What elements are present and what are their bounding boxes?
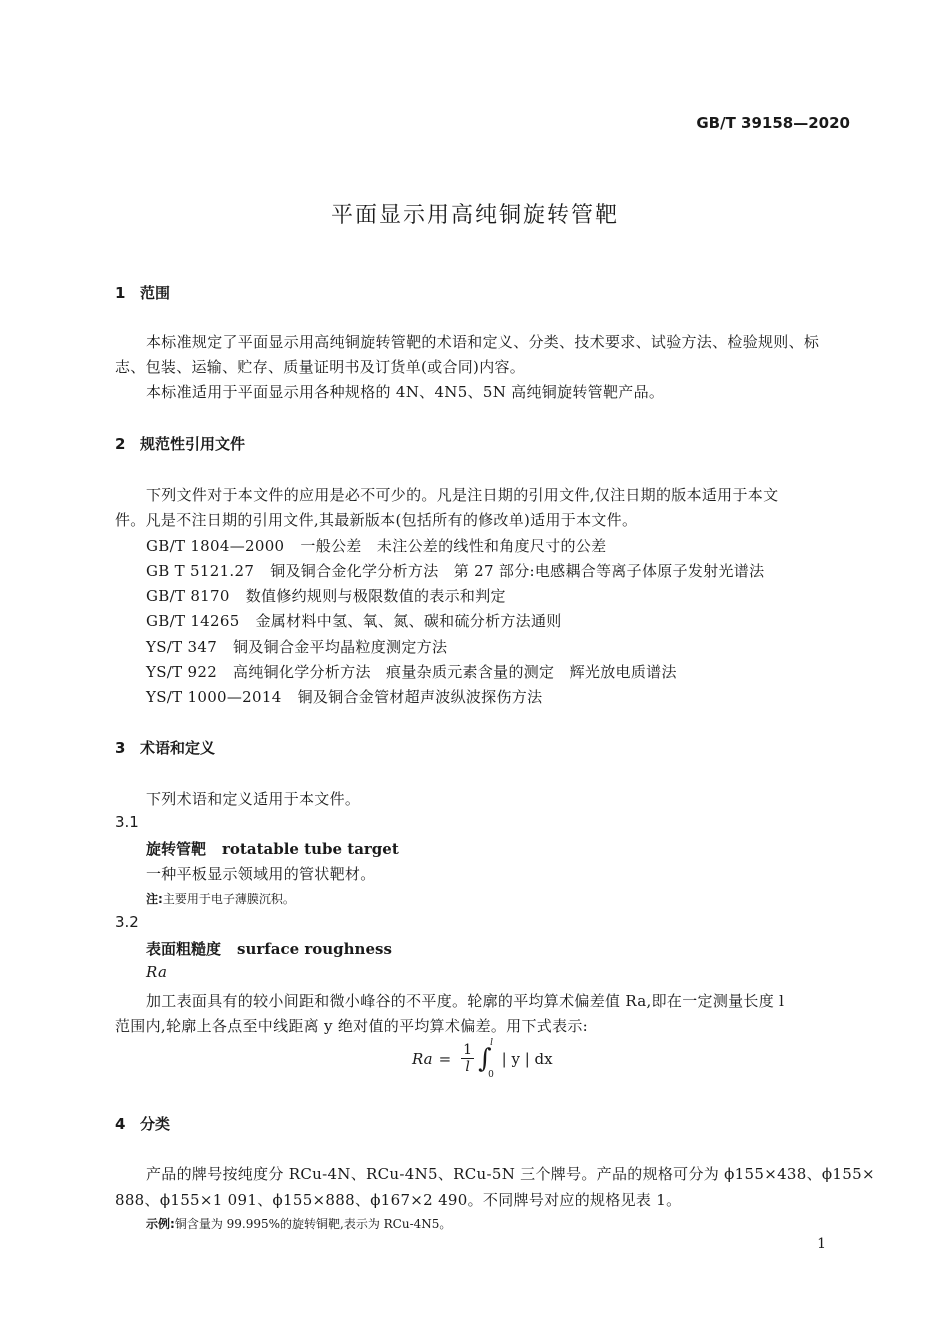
reference-title: 金属材料中氢、氧、氮、碳和硫分析方法通则 [255,612,562,630]
section-title: 术语和定义 [140,739,216,757]
integral-upper-limit: l [490,1037,493,1048]
fraction-denominator: l [465,1059,470,1075]
note-label: 注: [146,892,163,906]
section-4-para-line-2: 888、ϕ155×1 091、ϕ155×888、ϕ167×2 490。不同牌号对应的规格见表 1。 [115,1191,682,1209]
section-number: 3 [115,739,126,757]
term-definition-line-2: 范围内,轮廓上各点至中线距离 y 绝对值的平均算术偏差。用下式表示: [115,1017,589,1035]
reference-code: GB/T 8170 [146,587,230,605]
reference-title: 铜及铜合金管材超声波纵波探伤方法 [297,688,543,706]
reference-item [146,686,542,707]
section-4-heading [115,1113,170,1134]
reference-title: 高纯铜化学分析方法 痕量杂质元素含量的测定 辉光放电质谱法 [233,663,677,681]
roughness-formula [412,1037,553,1080]
formula-integrand: | y | dx [501,1049,553,1068]
section-2-heading [115,433,245,454]
term-definition: 一种平板显示领域用的管状靶材。 [146,865,376,883]
integral-lower-limit: 0 [488,1069,494,1080]
section-3-heading [115,737,215,758]
formula-equals: = [438,1049,452,1068]
term-note [146,890,295,907]
section-2-para-line-1: 下列文件对于本文件的应用是必不可少的。凡是注日期的引用文件,仅注日期的版本适用于本文 [146,486,779,504]
term-symbol: Ra [146,963,168,981]
term-number: 3.1 [115,813,139,831]
section-1-para-1-line-1: 本标准规定了平面显示用高纯铜旋转管靶的术语和定义、分类、技术要求、试验方法、检验规则、标 [146,333,820,351]
reference-title: 一般公差 未注公差的线性和角度尺寸的公差 [300,537,607,555]
reference-item [146,535,606,556]
term-definition-line-1: 加工表面具有的较小间距和微小峰谷的不平度。轮廓的平均算术偏差值 Ra,即在一定测量长度 l [146,992,785,1010]
section-number: 4 [115,1115,126,1133]
term-chinese: 表面粗糙度 [146,940,222,958]
term-english: surface roughness [237,940,392,958]
reference-item [146,636,447,657]
reference-code: GB T 5121.27 [146,562,255,580]
section-1-para-1-line-2: 志、包装、运输、贮存、质量证明书及订货单(或合同)内容。 [115,358,526,376]
section-title: 规范性引用文件 [140,435,246,453]
section-1-para-2: 本标准适用于平面显示用各种规格的 4N、4N5、5N 高纯铜旋转管靶产品。 [146,383,665,401]
example-text: 铜含量为 99.995%的旋转铜靶,表示为 RCu-4N5。 [174,1217,452,1231]
note-text: 主要用于电子薄膜沉积。 [162,892,295,906]
reference-code: YS/T 1000—2014 [146,688,282,706]
section-number: 1 [115,284,126,302]
reference-code: GB/T 1804—2000 [146,537,285,555]
term-heading [146,838,399,859]
section-3-intro: 下列术语和定义适用于本文件。 [146,790,361,808]
page-number: 1 [817,1236,826,1252]
document-title: 平面显示用高纯铜旋转管靶 [330,203,619,228]
example-note [146,1215,451,1232]
section-4-para-line-1: 产品的牌号按纯度分 RCu-4N、RCu-4N5、RCu-5N 三个牌号。产品的规格可分为 ϕ155×438、ϕ155× [146,1165,875,1183]
reference-item [146,585,506,606]
reference-code: YS/T 347 [146,638,218,656]
section-title: 分类 [140,1115,171,1133]
section-1-heading [115,282,170,303]
reference-title: 铜及铜合金平均晶粒度测定方法 [233,638,448,656]
term-heading [146,938,392,959]
standard-code: GB/T 39158—2020 [696,114,850,132]
reference-code: YS/T 922 [146,663,218,681]
term-english: rotatable tube target [222,840,399,858]
example-label: 示例: [146,1217,175,1231]
reference-code: GB/T 14265 [146,612,240,630]
integral-icon [478,1037,494,1080]
integral-symbol: ∫ [478,1043,492,1074]
formula-fraction [461,1042,474,1075]
reference-item [146,661,677,682]
section-2-para-line-2: 件。凡是不注日期的引用文件,其最新版本(包括所有的修改单)适用于本文件。 [115,511,638,529]
reference-item [146,610,562,631]
fraction-numerator: 1 [463,1042,473,1058]
section-title: 范围 [140,284,171,302]
reference-title: 数值修约规则与极限数值的表示和判定 [245,587,506,605]
term-chinese: 旋转管靶 [146,840,207,858]
term-number: 3.2 [115,913,139,931]
reference-item [146,560,764,581]
formula-lhs: Ra [412,1049,433,1068]
section-number: 2 [115,435,126,453]
reference-title: 铜及铜合金化学分析方法 第 27 部分:电感耦合等离子体原子发射光谱法 [270,562,765,580]
